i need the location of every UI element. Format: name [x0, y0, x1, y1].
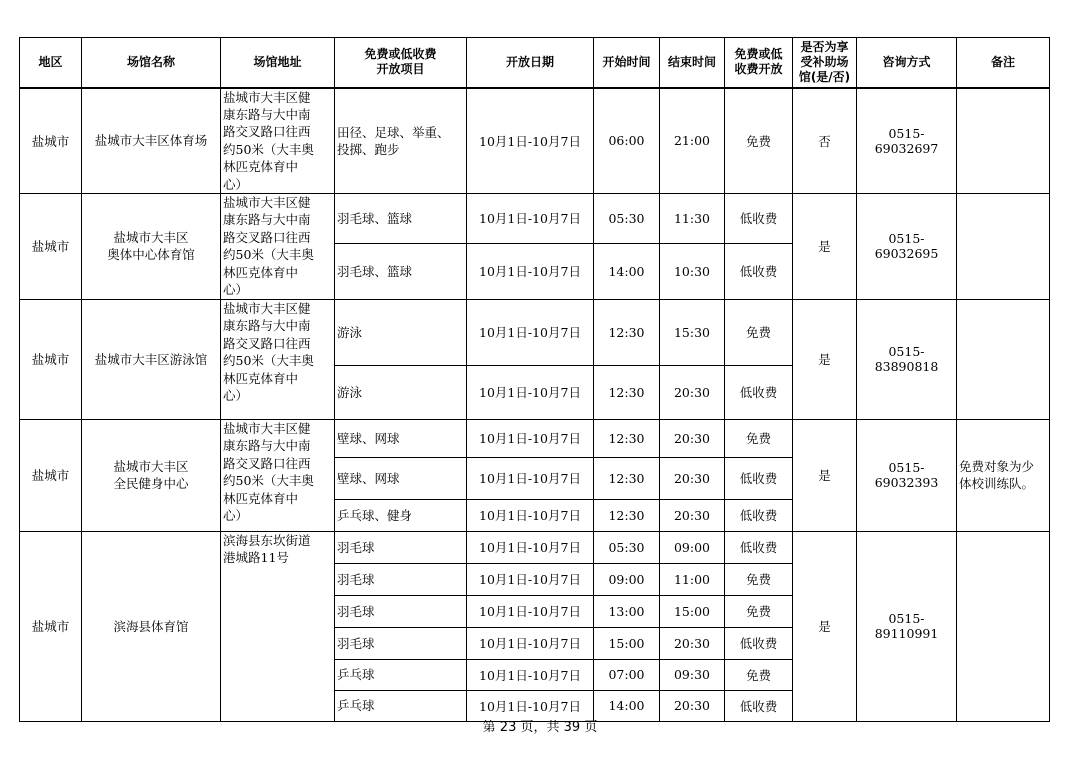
fee-cell: 低收费 [725, 243, 793, 299]
end-time-cell: 20:30 [660, 419, 725, 457]
date-cell: 10月1日-10月7日 [467, 299, 594, 365]
table-row [20, 531, 1050, 563]
end-time-cell: 11:00 [660, 563, 725, 595]
header-row [20, 38, 1050, 88]
fee-cell: 低收费 [725, 690, 793, 721]
fee-cell: 低收费 [725, 457, 793, 499]
fee-cell: 低收费 [725, 365, 793, 419]
project-cell: 羽毛球、篮球 [335, 193, 467, 243]
end-time-cell: 20:30 [660, 690, 725, 721]
start-time-cell: 14:00 [594, 690, 660, 721]
start-time-cell: 15:00 [594, 627, 660, 659]
header-contact: 咨询方式 [857, 38, 957, 88]
date-cell: 10月1日-10月7日 [467, 457, 594, 499]
note-cell: 免费对象为少 体校训练队。 [957, 419, 1050, 531]
subsidy-cell: 是 [793, 419, 857, 531]
project-cell: 乒乓球 [335, 659, 467, 690]
project-cell: 羽毛球 [335, 531, 467, 563]
header-project: 免费或低收费 开放项目 [335, 38, 467, 88]
project-cell: 羽毛球 [335, 563, 467, 595]
venue-name-cell: 盐城市大丰区 奥体中心体育馆 [82, 193, 221, 299]
header-fee: 免费或低 收费开放 [725, 38, 793, 88]
start-time-cell: 14:00 [594, 243, 660, 299]
table-body [20, 88, 1050, 722]
note-cell [957, 299, 1050, 419]
fee-cell: 低收费 [725, 531, 793, 563]
header-address: 场馆地址 [221, 38, 335, 88]
date-cell: 10月1日-10月7日 [467, 365, 594, 419]
end-time-cell: 20:30 [660, 627, 725, 659]
header-note: 备注 [957, 38, 1050, 88]
header-subsidy: 是否为享 受补助场 馆(是/否) [793, 38, 857, 88]
project-cell: 壁球、网球 [335, 457, 467, 499]
fee-cell: 免费 [725, 88, 793, 194]
page-mid: 页，共 [520, 720, 560, 735]
fee-cell: 免费 [725, 659, 793, 690]
table-row [20, 193, 1050, 243]
end-time-cell: 10:30 [660, 243, 725, 299]
header-date: 开放日期 [467, 38, 594, 88]
project-cell: 乒乓球、健身 [335, 499, 467, 531]
venue-table [19, 37, 1050, 722]
date-cell: 10月1日-10月7日 [467, 531, 594, 563]
project-cell: 羽毛球 [335, 627, 467, 659]
address-cell: 滨海县东坎街道 港城路11号 [221, 531, 335, 721]
project-cell: 羽毛球 [335, 595, 467, 627]
region-cell: 盐城市 [20, 88, 82, 194]
end-time-cell: 09:00 [660, 531, 725, 563]
fee-cell: 免费 [725, 595, 793, 627]
table-header [20, 38, 1050, 88]
contact-cell: 0515-69032393 [857, 419, 957, 531]
subsidy-cell: 是 [793, 299, 857, 419]
project-cell: 游泳 [335, 365, 467, 419]
date-cell: 10月1日-10月7日 [467, 595, 594, 627]
project-cell: 游泳 [335, 299, 467, 365]
start-time-cell: 12:30 [594, 299, 660, 365]
region-cell: 盐城市 [20, 419, 82, 531]
header-start: 开始时间 [594, 38, 660, 88]
contact-cell: 0515-89110991 [857, 531, 957, 721]
end-time-cell: 11:30 [660, 193, 725, 243]
page-suffix: 页 [584, 720, 598, 735]
contact-cell: 0515-69032697 [857, 88, 957, 194]
fee-cell: 免费 [725, 299, 793, 365]
start-time-cell: 09:00 [594, 563, 660, 595]
table-row [20, 299, 1050, 365]
fee-cell: 低收费 [725, 499, 793, 531]
project-cell: 壁球、网球 [335, 419, 467, 457]
region-cell: 盐城市 [20, 531, 82, 721]
header-end: 结束时间 [660, 38, 725, 88]
date-cell: 10月1日-10月7日 [467, 659, 594, 690]
date-cell: 10月1日-10月7日 [467, 88, 594, 194]
page-total: 39 [563, 720, 581, 735]
address-cell: 盐城市大丰区健 康东路与大中南 路交叉路口往西 约50米（大丰奥 林匹克体育中 心） [221, 419, 335, 531]
subsidy-cell: 是 [793, 531, 857, 721]
region-cell: 盐城市 [20, 193, 82, 299]
table-row [20, 88, 1050, 194]
fee-cell: 免费 [725, 563, 793, 595]
page-footer [0, 716, 1080, 735]
subsidy-cell: 否 [793, 88, 857, 194]
end-time-cell: 09:30 [660, 659, 725, 690]
contact-cell: 0515-83890818 [857, 299, 957, 419]
fee-cell: 低收费 [725, 193, 793, 243]
start-time-cell: 06:00 [594, 88, 660, 194]
region-cell: 盐城市 [20, 299, 82, 419]
end-time-cell: 15:30 [660, 299, 725, 365]
end-time-cell: 20:30 [660, 365, 725, 419]
note-cell [957, 193, 1050, 299]
venue-name-cell: 盐城市大丰区 全民健身中心 [82, 419, 221, 531]
project-cell: 羽毛球、篮球 [335, 243, 467, 299]
start-time-cell: 05:30 [594, 193, 660, 243]
fee-cell: 免费 [725, 419, 793, 457]
end-time-cell: 15:00 [660, 595, 725, 627]
header-venue-name: 场馆名称 [82, 38, 221, 88]
note-cell [957, 531, 1050, 721]
date-cell: 10月1日-10月7日 [467, 419, 594, 457]
venue-name-cell: 滨海县体育馆 [82, 531, 221, 721]
header-region: 地区 [20, 38, 82, 88]
start-time-cell: 12:30 [594, 499, 660, 531]
date-cell: 10月1日-10月7日 [467, 193, 594, 243]
subsidy-cell: 是 [793, 193, 857, 299]
page-current: 23 [499, 720, 517, 735]
note-cell [957, 88, 1050, 194]
date-cell: 10月1日-10月7日 [467, 690, 594, 721]
start-time-cell: 12:30 [594, 419, 660, 457]
date-cell: 10月1日-10月7日 [467, 563, 594, 595]
end-time-cell: 20:30 [660, 457, 725, 499]
start-time-cell: 12:30 [594, 365, 660, 419]
venue-name-cell: 盐城市大丰区体育场 [82, 88, 221, 194]
address-cell: 盐城市大丰区健 康东路与大中南 路交叉路口往西 约50米（大丰奥 林匹克体育中 心） [221, 299, 335, 419]
address-cell: 盐城市大丰区健 康东路与大中南 路交叉路口往西 约50米（大丰奥 林匹克体育中 心） [221, 88, 335, 194]
end-time-cell: 21:00 [660, 88, 725, 194]
start-time-cell: 05:30 [594, 531, 660, 563]
page-prefix: 第 [482, 720, 496, 735]
date-cell: 10月1日-10月7日 [467, 243, 594, 299]
venue-name-cell: 盐城市大丰区游泳馆 [82, 299, 221, 419]
project-cell: 乒乓球 [335, 690, 467, 721]
date-cell: 10月1日-10月7日 [467, 499, 594, 531]
project-cell: 田径、足球、举重、 投掷、跑步 [335, 88, 467, 194]
start-time-cell: 13:00 [594, 595, 660, 627]
start-time-cell: 12:30 [594, 457, 660, 499]
date-cell: 10月1日-10月7日 [467, 627, 594, 659]
start-time-cell: 07:00 [594, 659, 660, 690]
fee-cell: 低收费 [725, 627, 793, 659]
contact-cell: 0515-69032695 [857, 193, 957, 299]
address-cell: 盐城市大丰区健 康东路与大中南 路交叉路口往西 约50米（大丰奥 林匹克体育中 心） [221, 193, 335, 299]
table-row [20, 419, 1050, 457]
end-time-cell: 20:30 [660, 499, 725, 531]
